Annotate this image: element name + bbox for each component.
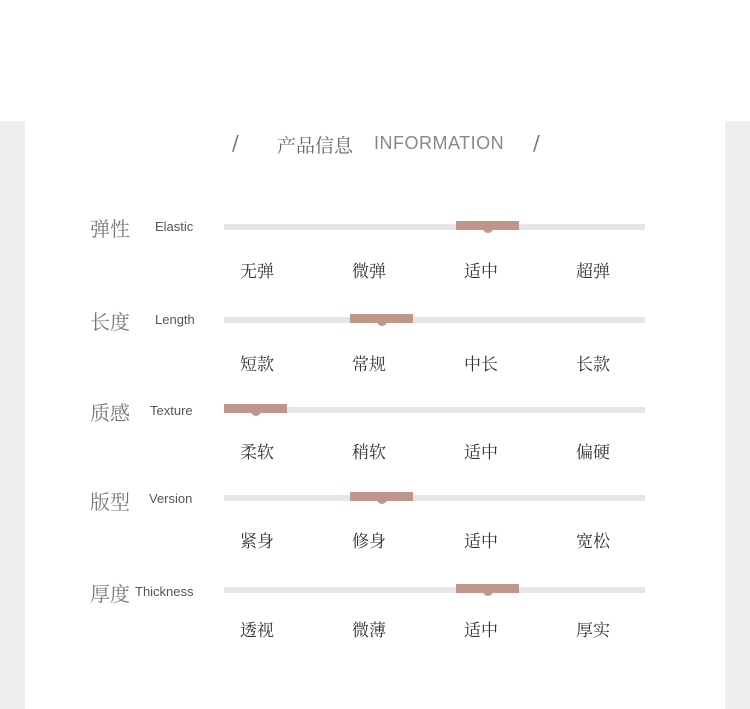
attribute-label-en: Version: [149, 491, 193, 506]
scale-option: 稍软: [352, 443, 386, 463]
attribute-scale-track: [224, 317, 645, 323]
header-title-en: INFORMATION: [374, 133, 505, 153]
attribute-row-length: [0, 306, 750, 375]
scale-option: 透视: [240, 621, 274, 641]
attribute-label-cn: 弹性: [90, 217, 130, 241]
marker-notch: [377, 320, 387, 326]
attribute-label-cn: 质感: [90, 401, 130, 425]
attribute-label-en: Elastic: [155, 219, 194, 234]
marker-notch: [377, 498, 387, 504]
scale-option: 超弹: [576, 262, 610, 282]
attribute-label-cn: 版型: [90, 490, 130, 514]
scale-option: 无弹: [240, 262, 274, 282]
attribute-scale-marker: [350, 314, 413, 323]
attribute-label-en: Thickness: [135, 584, 194, 599]
scale-option: 常规: [352, 355, 386, 375]
scale-option: 适中: [464, 532, 498, 552]
attribute-scale-marker: [456, 584, 519, 593]
attribute-scale-marker: [224, 404, 287, 413]
attribute-label-en: Length: [155, 312, 195, 327]
scale-option: 宽松: [576, 532, 610, 552]
marker-notch: [251, 410, 261, 416]
marker-notch: [483, 227, 493, 233]
scale-option: 中长: [464, 355, 498, 375]
attribute-scale-track: [224, 495, 645, 501]
attribute-scale-marker: [350, 492, 413, 501]
attribute-scale-track: [224, 224, 645, 230]
scale-option: 适中: [464, 262, 498, 282]
attribute-scale-track: [224, 587, 645, 593]
scale-option: 柔软: [240, 443, 274, 463]
attribute-label-cn: 长度: [90, 310, 130, 334]
header-slash-left: /: [232, 131, 239, 155]
attribute-row-thickness: [0, 578, 750, 641]
marker-notch: [483, 590, 493, 596]
scale-option: 偏硬: [576, 443, 610, 463]
scale-option: 修身: [352, 532, 386, 552]
attribute-row-version: [0, 486, 750, 552]
header-slash-right: /: [533, 131, 540, 155]
attribute-scale-marker: [456, 221, 519, 230]
attribute-row-texture: [0, 397, 750, 463]
attribute-scale-track: [224, 407, 645, 413]
scale-option: 紧身: [240, 532, 274, 552]
attribute-label-en: Texture: [150, 403, 193, 418]
scale-option: 适中: [464, 621, 498, 641]
header-title-cn: 产品信息: [277, 135, 354, 157]
section-header: [0, 131, 750, 157]
scale-option: 适中: [464, 443, 498, 463]
scale-option: 微弹: [352, 262, 386, 282]
attribute-row-elastic: [0, 213, 750, 282]
scale-option: 厚实: [576, 621, 610, 641]
scale-option: 短款: [240, 355, 274, 375]
attribute-label-cn: 厚度: [90, 582, 130, 606]
scale-option: 长款: [576, 355, 610, 375]
scale-option: 微薄: [352, 621, 386, 641]
